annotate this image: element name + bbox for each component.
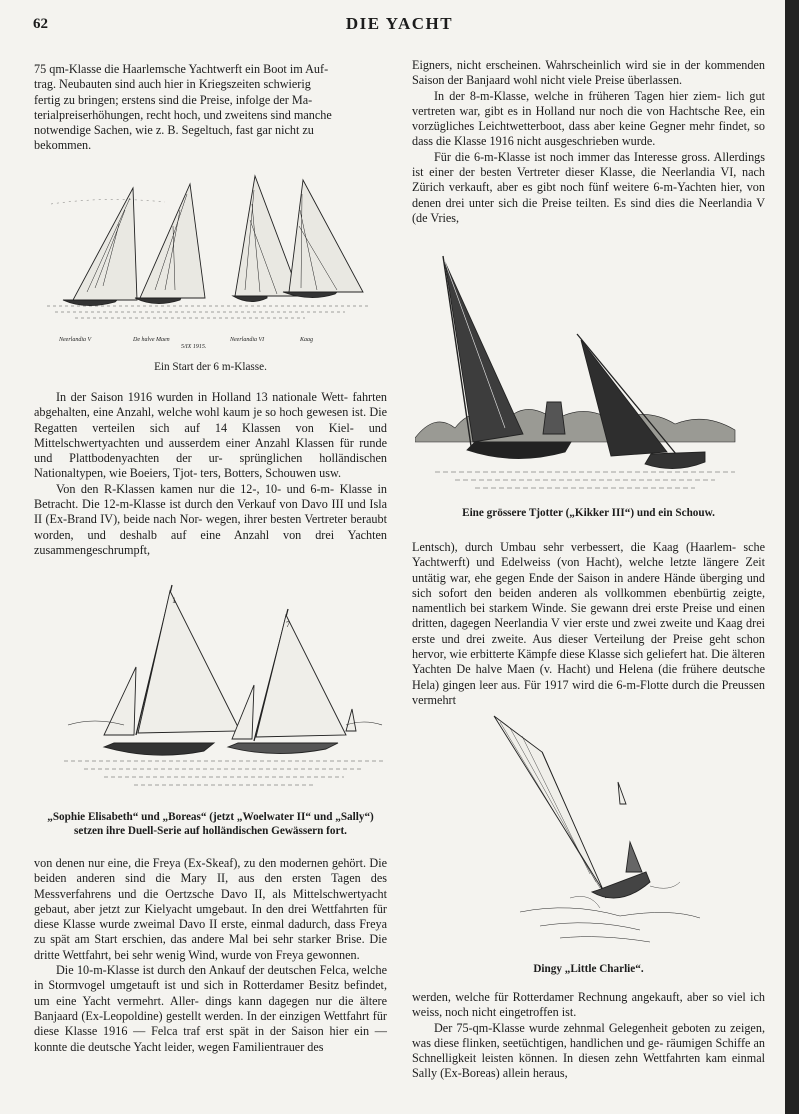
paragraph: In der 8-m-Klasse, welche in früheren Tagen hier ziem- lich gut vertreten war, gibt es in Holland nur noch die von Hachtsche Ree, ein vorzügliches Leichtwetterboot, dass aber keine Gegner mehr findet, so dass die Klasse 1916 nicht ausgeschrieben wurde. <box>412 88 765 149</box>
page-number: 62 <box>33 16 48 32</box>
right-bottom-text <box>412 990 765 1082</box>
figure-tjotter-schouw <box>415 252 760 502</box>
two-yachts-illustration <box>64 575 389 800</box>
figure-sophie-elisabeth-boreas <box>64 575 389 800</box>
paragraph: Lentsch), durch Umbau sehr verbessert, die Kaag (Haarlem- sche Yachtwerft) und Edelweiss (von Hacht), welche letzte längere Zeit untätig war, ehe gegen Ende der Saison in andere Hände überging und sich sofort den beiden anderen als vollkommen ebenbürtig zeigte, namentlich bei starkem Winde. Sie gewann drei erste Preise und einen dritten, dagegen Neerlandia V vier erste und zwei zweite und Kaag drei erste und drei zweite. Aus dieser Verteilung der Preise geht schon hervor, wie erbitterte Kämpfe diese Klasse sich geliefert hat. Die älteren Yachten De halve Maen (v. Hacht) und Helena (die frühere deutsche Hela) gingen leer aus. Für 1917 wird die 6-m-Flotte durch die Preussen vermehrt <box>412 540 765 707</box>
boat-label-4: Kaag <box>300 337 314 343</box>
boat-label-1: Neerlandia V <box>59 337 92 343</box>
text-line: terialpreiserhöhungen, recht hoch, und zweitens sind manche <box>34 107 332 122</box>
text-line: fertig zu bringen; erstens sind die Preise, infolge der Ma- <box>34 92 313 107</box>
figure-caption <box>34 810 387 838</box>
paragraph: Für die 6-m-Klasse ist noch immer das Interesse gross. Allerdings ist einer der besten Vertreter dieser Klasse, die Neerlandia VI, nach Zürich verkauft, aber es gibt noch fünf weitere 6-m-Yachten hier, von denen drei unter sich die Preise teilten. Es sind dies die Neerlandia V (de Vries, <box>412 149 765 225</box>
dingy-illustration <box>480 712 710 957</box>
sail-number-1: 1 <box>172 596 176 605</box>
left-bottom-text <box>34 856 387 1055</box>
paragraph: Die 10-m-Klasse ist durch den Ankauf der deutschen Felca, welche in Stormvogel umgetauft ist und sich in Rotterdamer Besitz befindet, um eine Yacht vermehrt. Aller- dings kann dagegen nur die ältere Banjaard (Ex-Leopoldine) gestellt werden. In der einzigen Wettfahrt für diese Klasse 1916 — Felca traf erst spät in der Saison hier ein — konnte die deutsche Yacht leider, wegen Familientrauer des <box>34 963 387 1054</box>
sail-number-2: 7 <box>286 620 290 629</box>
paragraph: Eigners, nicht erscheinen. Wahrscheinlich wird sie in der kommenden Saison der Banjaard wohl nicht viele Preise überlassen. <box>412 58 765 88</box>
six-metre-start-illustration <box>45 160 375 350</box>
figure-caption: Ein Start der 6 m-Klasse. <box>154 361 267 373</box>
running-title: DIE YACHT <box>345 14 454 33</box>
text-line: notwendige Sachen, wie z. B. Segeltuch, fast gar nicht zu <box>34 123 314 138</box>
text-line: trag. Neubauten sind auch hier in Kriegszeiten schwierig <box>34 77 311 92</box>
paragraph: von denen nur eine, die Freya (Ex-Skeaf), zu den modernen gehört. Die beiden anderen sind die Mary II, aus den ersten Tagen des Messverfahrens und die Oertzsche Davo II, als Mittelschwertyacht gebaut, aber jetzt zur Kielyacht umgebaut. In den drei Wettfahrten für diese Klasse wurde zweimal Davo II erste, einmal dadurch, dass Freya zu spät am Start erschien, das andere Mal bei sehr starker Brise. Die dritte Wettfahrt, bei sehr wenig Wind, wurde von Freya gewonnen. <box>34 856 387 962</box>
date-note: 5/IX 1915. <box>181 344 207 350</box>
caption-line: setzen ihre Duell-Serie auf holländischen Gewässern fort. <box>74 825 347 837</box>
figure-caption: Eine grössere Tjotter („Kikker III“) und ein Schouw. <box>462 507 715 519</box>
paragraph: werden, welche für Rotterdamer Rechnung angekauft, aber so viel ich weiss, noch nicht eingetroffen ist. <box>412 990 765 1020</box>
left-mid-text <box>34 390 387 558</box>
boat-label-3: Neerlandia VI <box>230 337 265 343</box>
right-mid-text <box>412 540 765 708</box>
tjotter-schouw-illustration <box>415 252 760 502</box>
text-line: 75 qm-Klasse die Haarlemsche Yachtwerft ein Boot im Auf- <box>34 62 329 76</box>
paragraph: Von den R-Klassen kamen nur die 12-, 10- und 6-m- Klasse in Betracht. Die 12-m-Klasse ist durch den Verkauf von Davo III und Isla II (Ex-Brand IV), beide nach Nor- wegen, ihrer besten Vertreter beraubt worden, und deshalb auf eine Anzahl von drei Yachten zusammengeschrumpft, <box>34 481 387 557</box>
figure-dingy-little-charlie <box>480 712 710 957</box>
paragraph: Der 75-qm-Klasse wurde zehnmal Gelegenheit geboten zu zeigen, was diese flinken, seetüchtigen, handlichen und ge- räumigen Schiffe an Schnelligkeit leisten können. In diesen zehn Wettfahrten kam einmal Sally (Ex-Boreas) allein heraus, <box>412 1020 765 1081</box>
right-top-text <box>412 58 765 226</box>
paragraph: In der Saison 1916 wurden in Holland 13 nationale Wett- fahrten abgehalten, eine Anzahl, welche wohl kaum je so hoch gewesen ist. Die Regatten verteilen sich auf 14 Klassen von Kiel- und Mittelschwertyachten und ausserdem einer Anzahl Klassen für runde und Plattbodenyachten der ur- sprünglichen holländischen Nationaltypen, wie Boeiers, Tjot- ters, Botters, Schouwen usw. <box>34 390 387 481</box>
page-edge-shadow <box>785 0 799 1114</box>
text-line: bekommen. <box>34 138 92 153</box>
figure-caption: Dingy „Little Charlie“. <box>533 963 644 975</box>
left-top-text <box>34 62 387 154</box>
caption-line: „Sophie Elisabeth“ und „Boreas“ (jetzt „Woelwater II“ und „Sally“) <box>47 811 374 823</box>
boat-label-2: De halve Maen <box>133 337 170 343</box>
figure-six-metre-start <box>45 160 375 350</box>
